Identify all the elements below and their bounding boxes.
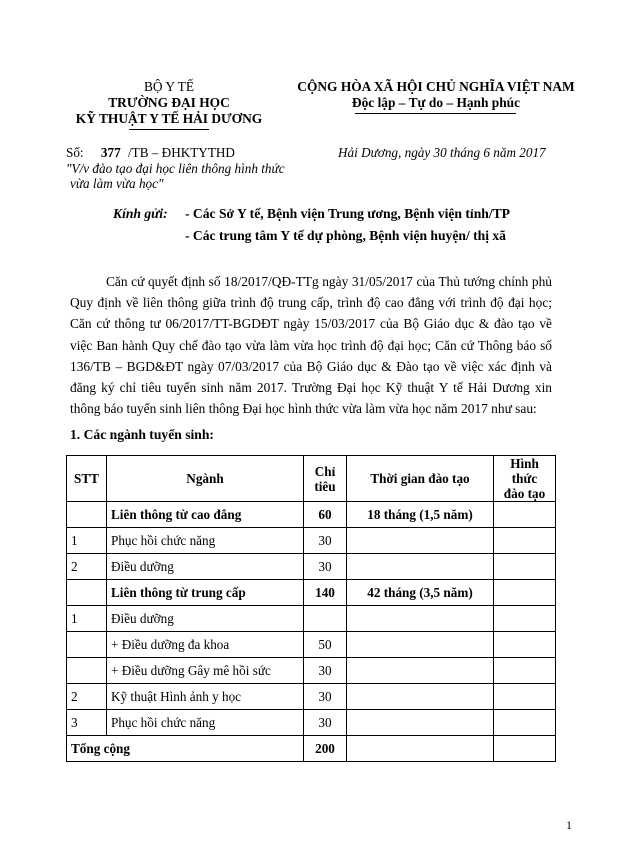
cell-duration: 42 tháng (3,5 năm) — [347, 580, 494, 606]
number-label: Số: — [66, 145, 84, 160]
table-row — [67, 684, 556, 710]
number-suffix: /TB – ĐHKTYTHD — [127, 145, 235, 160]
header-major: Ngành — [107, 456, 304, 502]
page-number: 1 — [566, 818, 572, 832]
cell-stt: 3 — [67, 710, 107, 736]
cell-major: + Điều dưỡng Gây mê hồi sức — [107, 658, 304, 684]
table-row — [67, 528, 556, 554]
motto-underline — [355, 113, 516, 114]
total-form — [494, 736, 556, 762]
table-header-row — [67, 456, 556, 502]
issuer-block — [66, 79, 272, 127]
section-title: 1. Các ngành tuyển sinh: — [70, 427, 214, 442]
cell-form — [494, 632, 556, 658]
cell-quota: 30 — [304, 554, 347, 580]
table-row — [67, 658, 556, 684]
header-form-line1: Hình thức — [510, 456, 539, 486]
header-form-line2: đào tạo — [503, 486, 546, 501]
table-row — [67, 710, 556, 736]
cell-major: Phục hồi chức năng — [107, 710, 304, 736]
cell-duration: 18 tháng (1,5 năm) — [347, 502, 494, 528]
nation-title: CỘNG HÒA XÃ HỘI CHỦ NGHĨA VIỆT NAM — [297, 79, 575, 94]
cell-duration — [347, 658, 494, 684]
cell-stt — [67, 632, 107, 658]
total-value: 200 — [304, 736, 347, 762]
subject-line2: vừa làm vừa học" — [70, 176, 164, 191]
header-quota-line1: Chỉ — [314, 463, 336, 479]
cell-major: Liên thông từ cao đẳng — [107, 502, 304, 528]
table-row — [67, 632, 556, 658]
cell-quota: 50 — [304, 632, 347, 658]
cell-major: Liên thông từ trung cấp — [107, 580, 304, 606]
cell-form — [494, 658, 556, 684]
cell-quota: 30 — [304, 658, 347, 684]
cell-form — [494, 502, 556, 528]
cell-form — [494, 684, 556, 710]
cell-quota: 60 — [304, 502, 347, 528]
cell-form — [494, 606, 556, 632]
cell-duration — [347, 528, 494, 554]
cell-stt: 1 — [67, 606, 107, 632]
header-quota — [304, 456, 347, 502]
table-row — [67, 554, 556, 580]
header-quota-line2: tiêu — [314, 478, 336, 494]
cell-quota: 30 — [304, 684, 347, 710]
national-header — [286, 79, 586, 111]
number-value: 377 — [100, 145, 121, 160]
table-row — [67, 580, 556, 606]
recipient-line1: - Các Sở Y tế, Bệnh viện Trung ương, Bệnh viện tỉnh/TP — [185, 206, 510, 221]
cell-stt — [67, 502, 107, 528]
cell-major: Kỹ thuật Hình ảnh y học — [107, 684, 304, 710]
document-number — [66, 145, 235, 160]
cell-duration — [347, 632, 494, 658]
table-row — [67, 606, 556, 632]
cell-quota: 140 — [304, 580, 347, 606]
cell-major: Phục hồi chức năng — [107, 528, 304, 554]
body-paragraph: Căn cứ quyết định số 18/2017/QĐ-TTg ngày 31/05/2017 của Thủ tướng chính phủ Quy định về liên thông giữa trình độ trung cấp, trình độ cao đẳng với trình độ đại học; Căn cứ thông tư 06/2017/TT-BGDĐT ngày 15/03/2017 của Bộ Giáo dục & đào tạo về việc Ban hành Quy chế đào tạo vừa làm vừa học trình độ đại học; Căn cứ Thông báo số 136/TB – BGD&ĐT ngày 07/03/2017 của Bộ Giáo dục & Đào tạo về việc xác định và đăng ký chỉ tiêu tuyển sinh năm 2017. Trường Đại học Kỹ thuật Y tế Hải Dương xin thông báo tuyển sinh liên thông Đại học hình thức vừa làm vừa học năm 2017 như sau: — [70, 274, 552, 417]
place-date: Hải Dương, ngày 30 tháng 6 năm 2017 — [338, 145, 546, 160]
cell-major: + Điều dưỡng đa khoa — [107, 632, 304, 658]
table-row — [67, 502, 556, 528]
majors-table — [66, 455, 556, 762]
cell-form — [494, 710, 556, 736]
cell-quota: 30 — [304, 528, 347, 554]
national-motto: Độc lập – Tự do – Hạnh phúc — [351, 95, 521, 110]
header-form — [494, 456, 556, 502]
university-name-line1: TRƯỜNG ĐẠI HỌC — [108, 95, 230, 110]
cell-quota: 30 — [304, 710, 347, 736]
total-duration — [347, 736, 494, 762]
cell-quota — [304, 606, 347, 632]
issuer-underline — [129, 129, 209, 130]
subject-line1: "V/v đào tạo đại học liên thông hình thức — [66, 161, 285, 176]
header-duration: Thời gian đào tạo — [347, 456, 494, 502]
university-name-line2: KỸ THUẬT Y TẾ HẢI DƯƠNG — [75, 111, 263, 126]
cell-stt: 1 — [67, 528, 107, 554]
cell-major: Điều dưỡng — [107, 554, 304, 580]
recipient-line2: - Các trung tâm Y tế dự phòng, Bệnh viện huyện/ thị xã — [185, 228, 506, 243]
cell-stt: 2 — [67, 684, 107, 710]
cell-duration — [347, 554, 494, 580]
cell-form — [494, 554, 556, 580]
ministry-name: BỘ Y TẾ — [143, 79, 195, 94]
cell-form — [494, 528, 556, 554]
cell-stt: 2 — [67, 554, 107, 580]
cell-stt — [67, 658, 107, 684]
recipients-label: Kính gửi: — [113, 206, 168, 221]
header-stt: STT — [67, 456, 107, 502]
cell-duration — [347, 710, 494, 736]
total-label: Tổng cộng — [67, 736, 304, 762]
cell-duration — [347, 606, 494, 632]
cell-duration — [347, 684, 494, 710]
table-total-row — [67, 736, 556, 762]
cell-stt — [67, 580, 107, 606]
cell-major: Điều dưỡng — [107, 606, 304, 632]
cell-form — [494, 580, 556, 606]
